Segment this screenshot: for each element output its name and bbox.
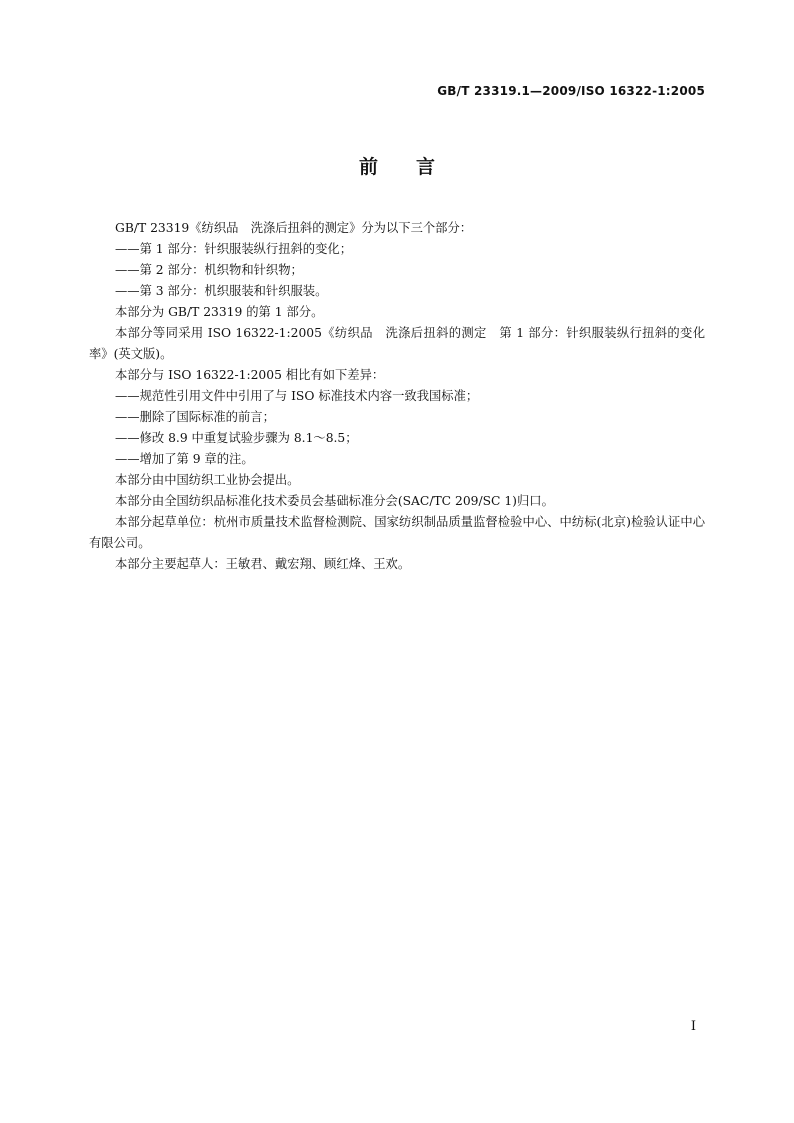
list-item-difference-4: ——增加了第 9 章的注。 [115, 452, 254, 466]
title-char-2: 言 [416, 156, 436, 178]
list-item-part-2: ——第 2 部分：机织物和针织物； [115, 263, 303, 277]
paragraph-intro: GB/T 23319《纺织品 洗涤后扭斜的测定》分为以下三个部分： [115, 221, 473, 235]
list-item-difference-2: ——删除了国际标准的前言； [115, 410, 275, 424]
paragraph-equivalence: 本部分等同采用 ISO 16322-1:2005《纺织品 洗涤后扭斜的测定 第 1 部分：针织服装纵行扭斜的变化率》(英文版)。 [89, 326, 705, 361]
list-item-difference-3: ——修改 8.9 中重复试验步骤为 8.1～8.5； [115, 431, 358, 445]
paragraph-differences-intro: 本部分与 ISO 16322-1:2005 相比有如下差异： [115, 368, 385, 382]
paragraph-centralized-by: 本部分由全国纺织品标准化技术委员会基础标准分会(SAC/TC 209/SC 1)归口。 [115, 494, 554, 508]
page-number: I [690, 1019, 696, 1034]
list-item-difference-1: ——规范性引用文件中引用了与 ISO 标准技术内容一致我国标准； [115, 389, 479, 403]
page-title [0, 152, 794, 179]
list-item-part-3: ——第 3 部分：机织服装和针织服装。 [115, 284, 328, 298]
title-char-1: 前 [358, 156, 378, 178]
paragraph-drafting-units: 本部分起草单位：杭州市质量技术监督检测院、国家纺织制品质量监督检验中心、中纺标(北京)检验认证中心有限公司。 [89, 515, 705, 550]
paragraph-drafters: 本部分主要起草人：王敏君、戴宏翔、顾红烽、王欢。 [115, 557, 411, 571]
standard-code-header: GB/T 23319.1—2009/ISO 16322-1:2005 [437, 84, 705, 98]
paragraph-proposed-by: 本部分由中国纺织工业协会提出。 [115, 473, 300, 487]
paragraph-this-part: 本部分为 GB/T 23319 的第 1 部分。 [115, 305, 324, 319]
list-item-part-1: ——第 1 部分：针织服装纵行扭斜的变化； [115, 242, 352, 256]
foreword-body [89, 218, 705, 575]
